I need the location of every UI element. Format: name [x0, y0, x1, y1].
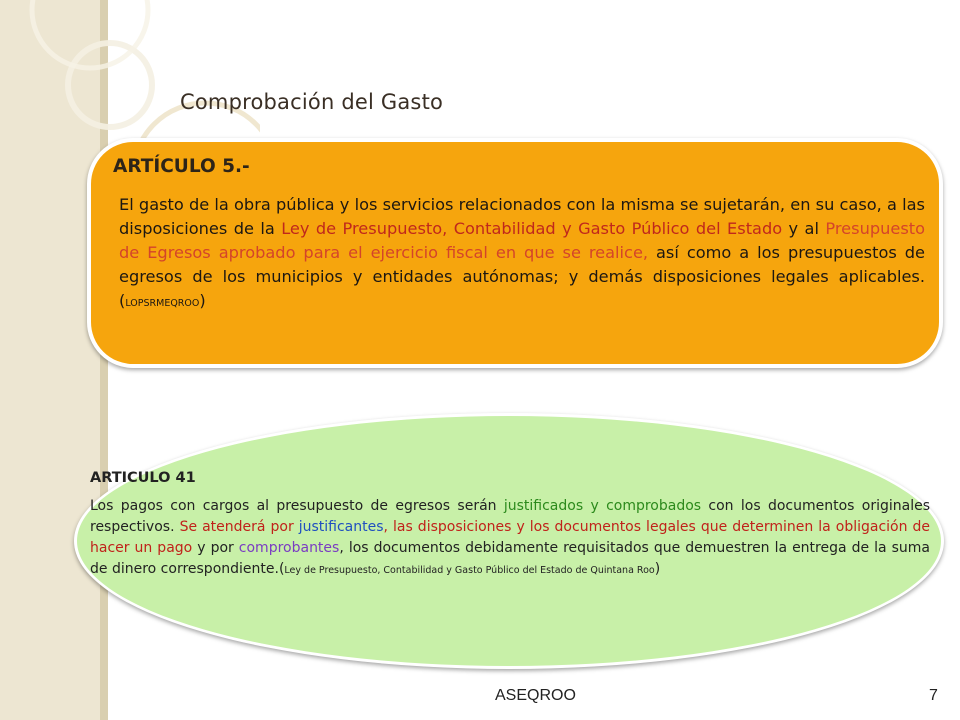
article-41-text-part: con los documentos originales respectivos.	[90, 498, 931, 535]
highlight-justificantes: justificantes	[298, 519, 384, 535]
article-41-text-part: , los documentos debidamente requisitados que demuestren la entrega de la suma de dinero correspondiente.(	[90, 540, 930, 577]
article-5-text-part: )	[199, 291, 206, 310]
article-41-text-part: y por	[192, 540, 239, 556]
footer-label: ASEQROO	[495, 687, 576, 704]
budget-reference: Presupuesto de Egresos aprobado para el ejercicio fiscal en que se realice,	[119, 219, 926, 262]
highlight-dispositions: , las disposiciones y los documentos legales que determinen la obligación de hacer un pago	[90, 519, 930, 556]
highlight-comprobantes: comprobantes	[238, 540, 340, 556]
article-5-text-part: y al	[782, 219, 826, 238]
article-41-text-part: )	[654, 561, 661, 577]
law-reference: Ley de Presupuesto, Contabilidad y Gasto Público del Estado	[281, 219, 783, 238]
law-citation: Ley de Presupuesto, Contabilidad y Gasto Público del Estado de Quintana Roo	[284, 565, 655, 576]
article-5-box	[87, 138, 943, 368]
source-citation: LOPSRMEQROO	[125, 298, 200, 309]
article-41-heading: ARTICULO 41	[90, 470, 196, 486]
highlight-attend: Se atenderá por	[179, 519, 299, 535]
article-41-text	[90, 496, 930, 581]
page-number: 7	[929, 687, 938, 704]
article-5-heading: ARTÍCULO 5.-	[113, 156, 250, 177]
article-5-text-part: así como a los presupuestos de egresos de los municipios y entidades autónomas; y demás disposiciones legales aplicables.(	[119, 243, 925, 310]
article-41-box	[74, 413, 944, 669]
highlight-justified: justificados y comprobados	[503, 498, 702, 514]
article-5-text-part: El gasto de la obra pública y los servicios relacionados con la misma se sujetarán, en su caso, a las disposiciones de la	[119, 195, 925, 238]
slide-title: Comprobación del Gasto	[180, 90, 444, 114]
article-5-text	[119, 193, 925, 316]
article-41-text-part: Los pagos con cargos al presupuesto de egresos serán	[90, 498, 504, 514]
